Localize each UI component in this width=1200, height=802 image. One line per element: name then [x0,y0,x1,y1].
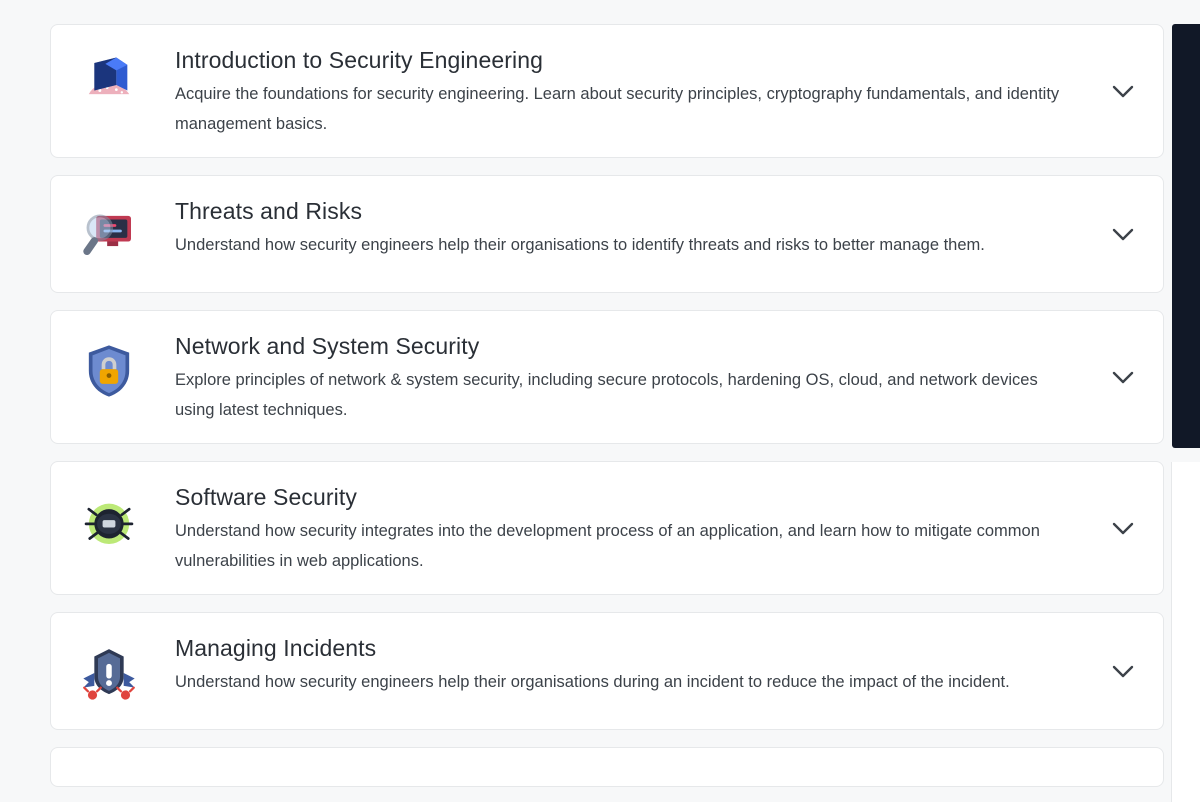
expand-module-button[interactable] [1103,71,1143,111]
module-card-software-security[interactable] [50,461,1164,595]
expand-module-button[interactable] [1103,508,1143,548]
module-title: Software Security [175,484,357,510]
module-title: Introduction to Security Engineering [175,47,543,73]
module-title: Managing Incidents [175,635,377,661]
module-title: Network and System Security [175,333,480,359]
incident-alert-icon [73,637,145,709]
scrollbar-thumb[interactable] [1172,24,1200,448]
module-card-text [145,631,1103,697]
module-description: Acquire the foundations for security engineering. Learn about security principles, cryptography fundamentals, and identity management basics. [175,85,1060,133]
expand-module-button[interactable] [1103,214,1143,254]
module-description: Understand how security integrates into the development process of an application, and learn how to mitigate common vulnerabilities in web applications. [175,522,1040,570]
module-card-introduction-to-security-engineering[interactable] [50,24,1164,158]
expand-module-button[interactable] [1103,651,1143,691]
module-card-text [145,480,1103,576]
module-card-managing-incidents[interactable] [50,612,1164,730]
module-card-text [145,43,1103,139]
shield-lock-icon [73,335,145,407]
module-card-text [145,194,1103,260]
open-book-icon [73,49,145,121]
chevron-down-icon [1112,522,1134,535]
scrollbar-track[interactable] [1171,462,1200,802]
module-description: Understand how security engineers help their organisations during an incident to reduce the impact of the incident. [175,673,1010,691]
module-title: Threats and Risks [175,198,363,224]
module-card-partial-next[interactable] [50,747,1164,787]
chevron-down-icon [1112,228,1134,241]
chevron-down-icon [1112,371,1134,384]
chevron-down-icon [1112,85,1134,98]
bug-shield-icon [73,486,145,558]
module-description: Understand how security engineers help their organisations to identify threats and risks to better manage them. [175,236,985,254]
module-list [50,24,1164,787]
expand-module-button[interactable] [1103,357,1143,397]
module-card-threats-and-risks[interactable] [50,175,1164,293]
chevron-down-icon [1112,665,1134,678]
magnifying-glass-screen-icon [73,200,145,272]
module-description: Explore principles of network & system security, including secure protocols, hardening OS, cloud, and network devices using latest techniques. [175,371,1038,419]
module-card-network-and-system-security[interactable] [50,310,1164,444]
module-card-text [145,329,1103,425]
